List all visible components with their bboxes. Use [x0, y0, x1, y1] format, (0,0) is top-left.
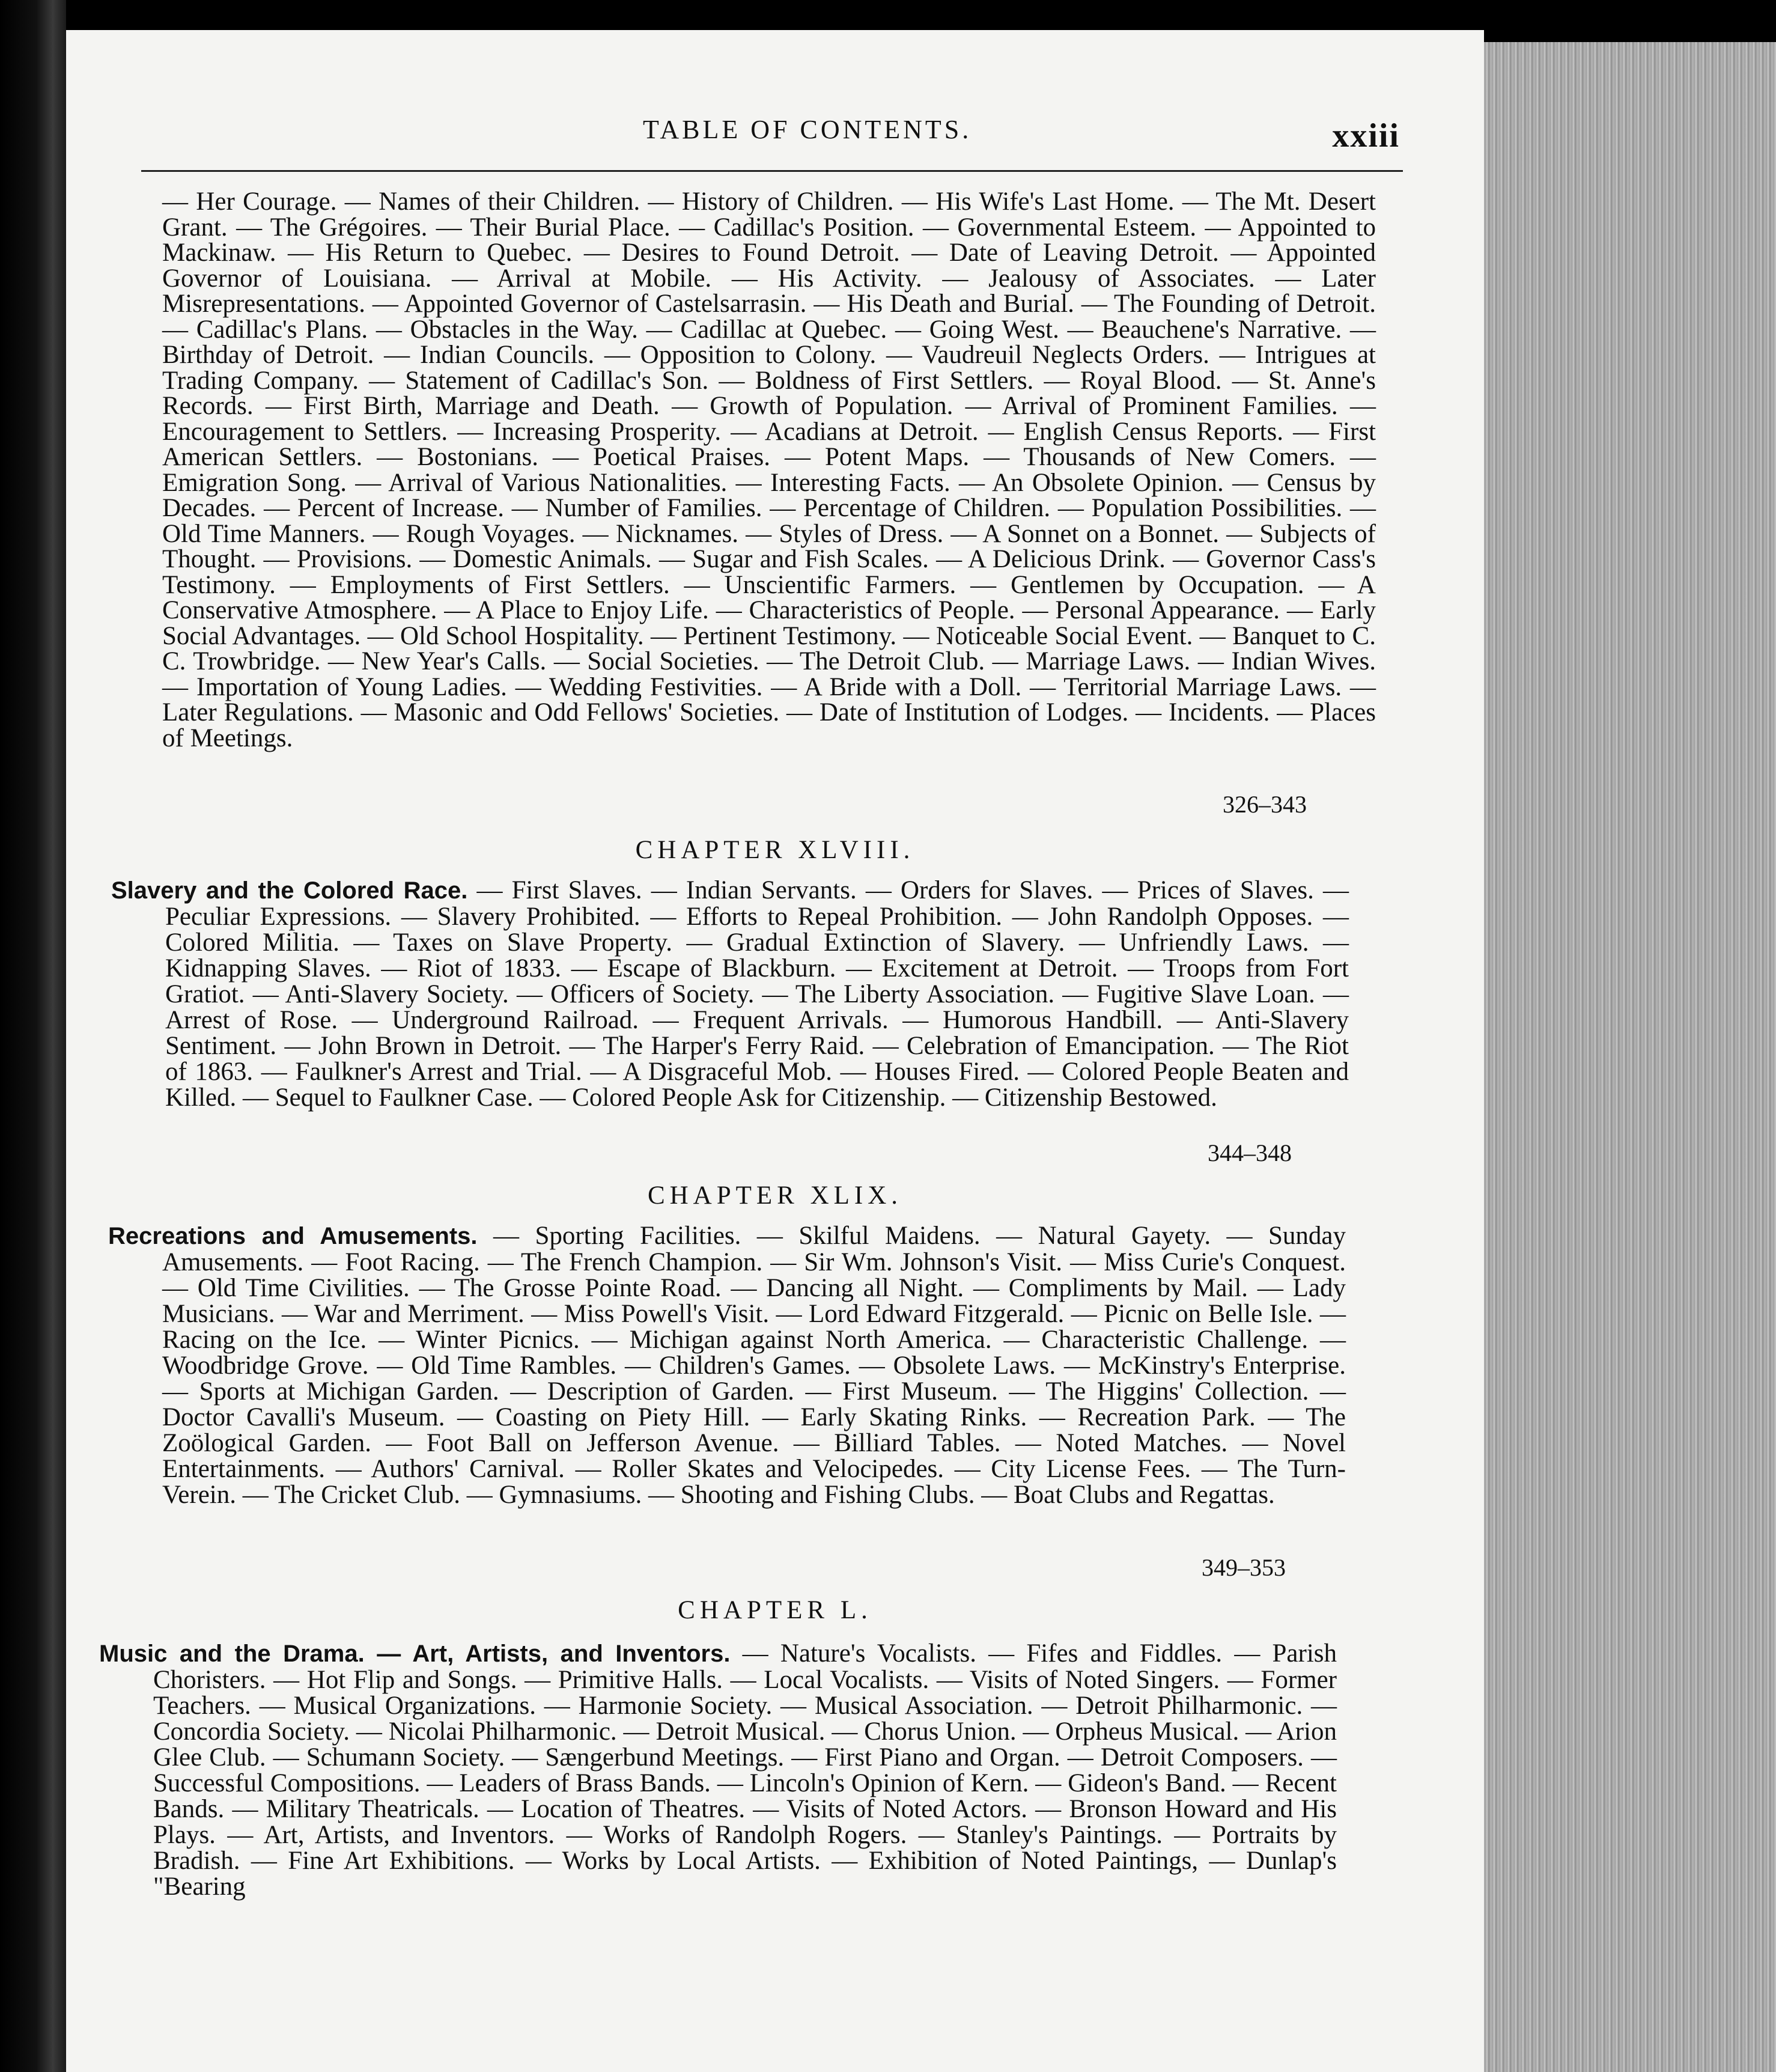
chapter-pages: 349–353 — [1202, 1554, 1286, 1581]
book-spine-shadow — [0, 0, 66, 2072]
chapter-heading: CHAPTER XLIX. — [647, 1181, 903, 1210]
chapter-entry — [111, 877, 1349, 1111]
running-title: TABLE OF CONTENTS. — [643, 115, 972, 144]
chapter-title: Slavery and the Colored Race. — [111, 877, 468, 904]
continued-entry-text: — Her Courage. — Names of their Children. — History of Children. — His Wife's Last Home. — The Mt. Desert Grant. — The Grégoires. — Their Burial Place. — Cadillac's Position. — Governmental Esteem. — Appointed to Mackinaw. — His Return to Quebec. — Desires to Found Detroit. — Date of Leaving Detroit. — Appointed Governor of Louisiana. — Arrival at Mobile. — His Activity. — Jealousy of Associates. — Later Misrepresentations. — Appointed Governor of Castelsarrasin. — His Death and Burial. — The Founding of Detroit. — Cadillac's Plans. — Obstacles in the Way. — Cadillac at Quebec. — Going West. — Beauchene's Narrative. — Birthday of Detroit. — Indian Councils. — Opposition to Colony. — Vaudreuil Neglects Orders. — Intrigues at Trading Company. — Statement of Cadillac's Son. — Boldness of First Settlers. — Royal Blood. — St. Anne's Records. — First Birth, Marriage and Death. — Growth of Population. — Arrival of Prominent Families. — Encouragement to Settlers. — Increasing Prosperity. — Acadians at Detroit. — English Census Reports. — First American Settlers. — Bostonians. — Poetical Praises. — Potent Maps. — Thousands of New Comers. — Emigration Song. — Arrival of Various Nationalities. — Interesting Facts. — An Obsolete Opinion. — Census by Decades. — Percent of Increase. — Number of Families. — Percentage of Children. — Population Possibilities. — Old Time Manners. — Rough Voyages. — Nicknames. — Styles of Dress. — A Sonnet on a Bonnet. — Subjects of Thought. — Provisions. — Domestic Animals. — Sugar and Fish Scales. — A Delicious Drink. — Governor Cass's Testimony. — Employments of First Settlers. — Unscientific Farmers. — Gentlemen by Occupation. — A Conservative Atmosphere. — A Place to Enjoy Life. — Characteristics of People. — Personal Appearance. — Early Social Advantages. — Old School Hospitality. — Pertinent Testimony. — Noticeable Social Event. — Banquet to C. C. Trowbridge. — New Year's Calls. — Social Societies. — The Detroit Club. — Marriage Laws. — Indian Wives. — Importation of Young Ladies. — Wedding Festivities. — A Bride with a Doll. — Territorial Marriage Laws. — Later Regulations. — Masonic and Odd Fellows' Societies. — Date of Institution of Lodges. — Incidents. — Places of Meetings. — [162, 187, 1376, 752]
chapter-contents: — First Slaves. — Indian Servants. — Orders for Slaves. — Prices of Slaves. — Peculiar Expressions. — Slavery Prohibited. — Efforts to Repeal Prohibition. — John Randolph Opposes. — Colored Militia. — Taxes on Slave Property. — Gradual Extinction of Slavery. — Unfriendly Laws. — Kidnapping Slaves. — Riot of 1833. — Escape of Blackburn. — Excitement at Detroit. — Troops from Fort Gratiot. — Anti-Slavery Society. — Officers of Society. — The Liberty Association. — Fugitive Slave Loan. — Arrest of Rose. — Underground Railroad. — Frequent Arrivals. — Humorous Handbill. — Anti-Slavery Sentiment. — John Brown in Detroit. — The Harper's Ferry Raid. — Celebration of Emancipation. — The Riot of 1863. — Faulkner's Arrest and Trial. — A Disgraceful Mob. — Houses Fired. — Colored People Beaten and Killed. — Sequel to Faulkner Case. — Colored People Ask for Citizenship. — Citizenship Bestowed. — [165, 876, 1349, 1112]
chapter-title: Music and the Drama. — Art, Artists, and Inventors. — [99, 1641, 731, 1667]
chapter-entry — [108, 1223, 1346, 1508]
chapter-title: Recreations and Amusements. — [108, 1223, 478, 1249]
running-head — [138, 114, 1400, 174]
page-number: xxiii — [1332, 117, 1400, 154]
chapter-contents: — Nature's Vocalists. — Fifes and Fiddles. — Parish Choristers. — Hot Flip and Songs. — Primitive Halls. — Local Vocalists. — Visits of Noted Singers. — Former Teachers. — Musical Organizations. — Harmonie Society. — Musical Association. — Detroit Philharmonic. — Concordia Society. — Nicolai Philharmonic. — Detroit Musical. — Chorus Union. — Orpheus Musical. — Arion Glee Club. — Schumann Society. — Sængerbund Meetings. — First Piano and Organ. — Detroit Composers. — Successful Compositions. — Leaders of Brass Bands. — Lincoln's Opinion of Kern. — Gideon's Band. — Recent Bands. — Military Theatricals. — Location of Theatres. — Visits of Noted Actors. — Bronson Howard and His Plays. — Art, Artists, and Inventors. — Works of Randolph Rogers. — Stanley's Paintings. — Portraits by Bradish. — Fine Art Exhibitions. — Works by Local Artists. — Exhibition of Noted Paintings, — Dunlap's "Bearing — [153, 1639, 1337, 1901]
chapter-entry — [99, 1641, 1337, 1900]
book-page — [66, 30, 1484, 2072]
header-rule — [141, 170, 1403, 172]
chapter-pages: 344–348 — [1208, 1139, 1292, 1166]
chapter-contents: — Sporting Facilities. — Skilful Maidens. — Natural Gayety. — Sunday Amusements. — Foot Racing. — The French Champion. — Sir Wm. Johnson's Visit. — Miss Curie's Conquest. — Old Time Civilities. — The Grosse Pointe Road. — Dancing all Night. — Compliments by Mail. — Lady Musicians. — War and Merriment. — Miss Powell's Visit. — Lord Edward Fitzgerald. — Picnic on Belle Isle. — Racing on the Ice. — Winter Picnics. — Michigan against North America. — Characteristic Challenge. — Woodbridge Grove. — Old Time Rambles. — Children's Games. — Obsolete Laws. — McKinstry's Enterprise. — Sports at Michigan Garden. — Description of Garden. — First Museum. — The Higgins' Collection. — Doctor Cavalli's Museum. — Coasting on Piety Hill. — Early Skating Rinks. — Recreation Park. — The Zoölogical Garden. — Foot Ball on Jefferson Avenue. — Billiard Tables. — Noted Matches. — Novel Entertainments. — Authors' Carnival. — Roller Skates and Velocipedes. — City License Fees. — The Turn-Verein. — The Cricket Club. — Gymnasiums. — Shooting and Fishing Clubs. — Boat Clubs and Regattas. — [162, 1222, 1346, 1509]
continued-entry-pages: 326–343 — [1223, 791, 1307, 818]
chapter-heading: CHAPTER L. — [678, 1596, 872, 1624]
chapter-heading: CHAPTER XLVIII. — [635, 836, 915, 864]
page-edges — [1478, 42, 1776, 2072]
